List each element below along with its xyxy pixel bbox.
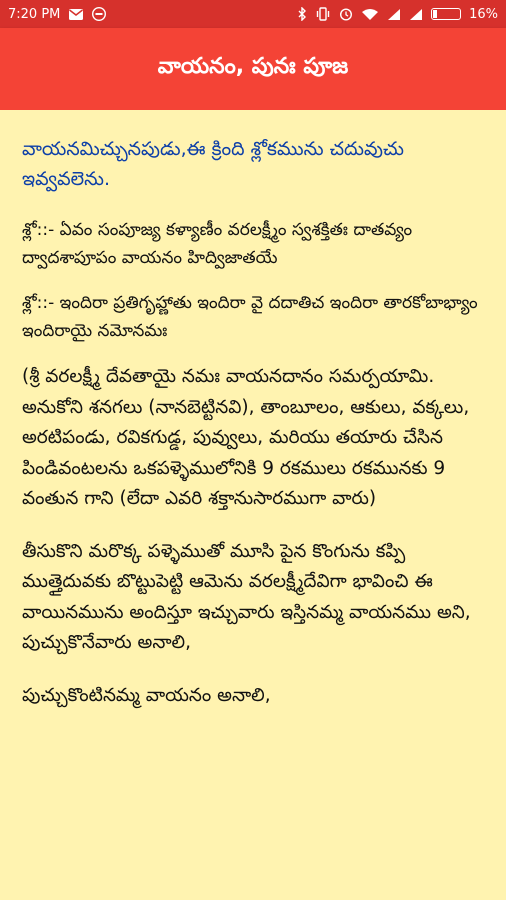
signal-icon <box>409 8 423 21</box>
mail-icon <box>68 8 84 21</box>
alarm-icon <box>339 7 353 21</box>
content-area[interactable] <box>0 110 506 900</box>
wifi-icon <box>361 8 379 21</box>
bluetooth-icon <box>297 7 307 21</box>
battery-percent: 16% <box>469 6 498 22</box>
intro-text: వాయనమిచ్చునపుడు,ఈ క్రింది శ్లోకమును చదువుచు ఇవ్వవలెను. <box>22 138 404 190</box>
status-bar-right <box>297 7 498 22</box>
app-bar <box>0 28 506 110</box>
status-bar-left <box>8 7 106 22</box>
shloka-1: శ్లో::- ఏవం సంపూజ్య కళ్యాణీం వరలక్ష్మీం స్వశక్తితః దాతవ్యం ద్వాదశాపూపం వాయనం హిద్విజాతయే <box>22 220 413 268</box>
paragraph-3: పుచ్చుకొంటినమ్మ వాయనం అనాలి, <box>22 684 271 706</box>
scroll-fade <box>0 830 506 900</box>
content-text <box>22 134 494 900</box>
paragraph-2: తీసుకొని మరొక్క పళ్ళెముతో మూసి పైన కొంగును కప్పి ముత్తైదువకు బొట్టుపెట్టి ఆమెను వరలక్ష్మీదేవిగా భావించి ఈ వాయినమును అందిస్తూ ఇచ్చువారు ఇస్తినమ్మ వాయనము అని, పుచ్చుకొనేవారు అనాలి, <box>22 540 471 653</box>
signal-icon <box>387 8 401 21</box>
notification-icon <box>92 7 106 21</box>
paragraph-1: (శ్రీ వరలక్ష్మీ దేవతాయై నమః వాయనదానం సమర్పయామి. అనుకోని శనగలు (నానబెట్టినవి), తాంబూలం, ఆకులు, వక్కలు, అరటిపండు, రవికగుడ్డ, పువ్వులు, మరియు తయారు చేసిన పిండివంటలను ఒకపళ్ళెములోనికి 9 రకములు రకమునకు 9 వంతున గాని (లేదా ఎవరి శక్తానుసారముగా వారు) <box>22 366 470 509</box>
vibrate-icon <box>315 7 331 21</box>
page-title: వాయనం, పునః పూజ <box>157 54 349 79</box>
battery-level <box>433 10 437 18</box>
shloka-2: శ్లో::- ఇందిరా ప్రతిగృహ్ణాతు ఇందిరా వై దదాతిచ ఇందిరా తారకోబాభ్యాం ఇందిరాయై నమోనమః <box>22 293 478 341</box>
battery-icon <box>431 8 461 20</box>
status-bar <box>0 0 506 28</box>
status-time: 7:20 PM <box>8 6 61 22</box>
